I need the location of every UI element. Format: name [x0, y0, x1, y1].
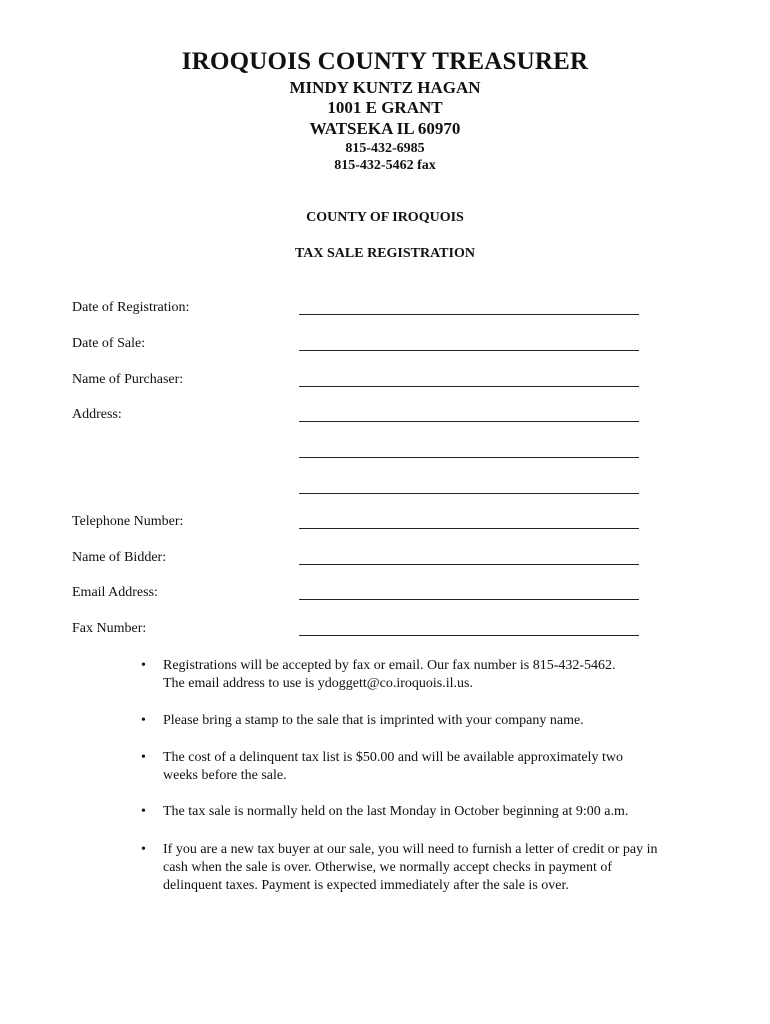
email-address-line[interactable]: [299, 599, 639, 600]
email-address-label: Email Address:: [72, 585, 158, 600]
date-of-registration-line[interactable]: [299, 314, 639, 315]
address-line-1[interactable]: [299, 421, 639, 422]
date-of-sale-label: Date of Sale:: [72, 336, 146, 351]
note-line: Please bring a stamp to the sale that is imprinted with your company name.: [163, 713, 584, 728]
note-line: Registrations will be accepted by fax or email. Our fax number is 815-432-5462.: [163, 658, 616, 673]
note-delinquent-list: [163, 749, 708, 785]
name-of-purchaser-line[interactable]: [299, 386, 639, 387]
name-of-bidder-label: Name of Bidder:: [72, 550, 167, 565]
note-line: The email address to use is ydoggett@co.iroquois.il.us.: [163, 676, 473, 691]
note-stamp: [163, 712, 708, 730]
note-line: The cost of a delinquent tax list is $50.00 and will be available approximately two: [163, 750, 623, 765]
bullet-marker: •: [141, 658, 146, 673]
fax-number: 815-432-5462 fax: [334, 158, 436, 173]
city-state-zip: WATSEKA IL 60970: [309, 119, 461, 138]
date-of-sale-line[interactable]: [299, 350, 639, 351]
note-line: weeks before the sale.: [163, 768, 287, 783]
bullet-marker: •: [141, 713, 146, 728]
form-title: TAX SALE REGISTRATION: [295, 246, 475, 261]
telephone-number-line[interactable]: [299, 528, 639, 529]
fax-number-label: Fax Number:: [72, 621, 147, 636]
fax-number-line[interactable]: [299, 635, 639, 636]
bullet-marker: •: [141, 750, 146, 765]
note-line: The tax sale is normally held on the last Monday in October beginning at 9:00 a.m.: [163, 804, 629, 819]
bullet-marker: •: [141, 842, 146, 857]
telephone-number-label: Telephone Number:: [72, 514, 184, 529]
county-heading: COUNTY OF IROQUOIS: [306, 210, 464, 225]
address-line-2[interactable]: [299, 457, 639, 458]
treasurer-title: IROQUOIS COUNTY TREASURER: [181, 48, 589, 75]
bullet-marker: •: [141, 804, 146, 819]
note-line: If you are a new tax buyer at our sale, you will need to furnish a letter of credit or pay in: [163, 842, 658, 857]
treasurer-name: MINDY KUNTZ HAGAN: [289, 78, 481, 97]
address-label: Address:: [72, 407, 122, 422]
phone-number: 815-432-6985: [345, 141, 425, 156]
name-of-bidder-line[interactable]: [299, 564, 639, 565]
name-of-purchaser-label: Name of Purchaser:: [72, 372, 184, 387]
street-address: 1001 E GRANT: [327, 98, 443, 117]
address-line-3[interactable]: [299, 493, 639, 494]
note-line: delinquent taxes. Payment is expected immediately after the sale is over.: [163, 878, 569, 893]
note-new-buyer: [163, 841, 708, 895]
date-of-registration-label: Date of Registration:: [72, 300, 190, 315]
note-line: cash when the sale is over. Otherwise, we normally accept checks in payment of: [163, 860, 613, 875]
note-sale-date: [163, 803, 708, 821]
note-registrations: [163, 657, 708, 693]
